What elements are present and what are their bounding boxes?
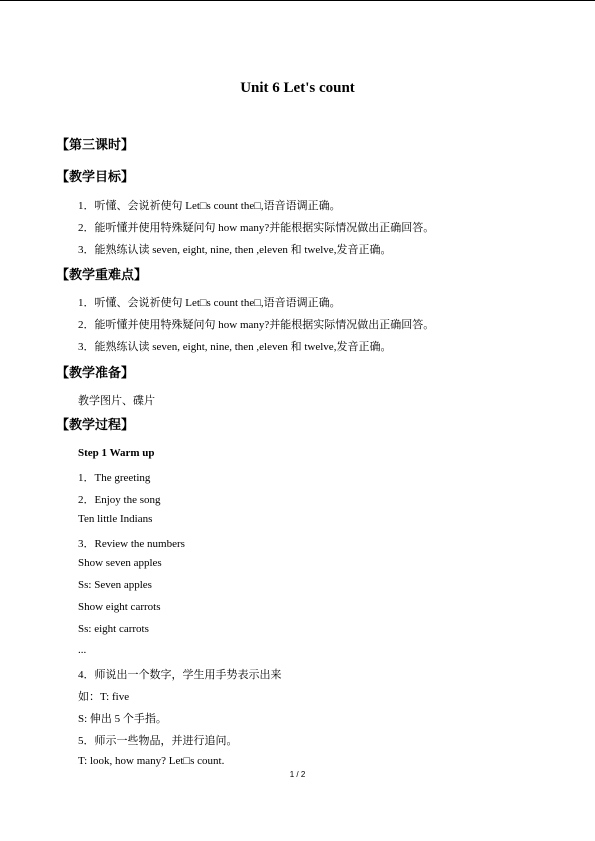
key-points-heading: 【教学重难点】 [56,268,148,283]
process-line: S: 伸出 5 个手指。 [78,713,167,725]
process-heading: 【教学过程】 [56,418,135,433]
process-line: 4．师说出一个数字，学生用手势表示出来 [78,669,282,681]
process-line: 5．师示一些物品，并进行追问。 [78,735,238,747]
process-line: 1．The greeting [78,472,151,484]
top-border [0,0,595,1]
key-point-item: 1．听懂、会说祈使句 Let□s count the□,语音语调正确。 [78,297,341,309]
preparation-heading: 【教学准备】 [56,366,135,381]
process-line: Show seven apples [78,557,162,569]
process-line: 3．Review the numbers [78,538,185,550]
page-number: 1 / 2 [289,770,306,779]
period-heading: 【第三课时】 [56,138,135,153]
process-line: Show eight carrots [78,601,161,613]
process-line: Ss: eight carrots [78,623,149,635]
process-line: ... [78,644,87,656]
step-title: Step 1 Warm up [78,447,155,459]
key-point-item: 3．能熟练认读 seven, eight, nine, then ,eleven 和 twelve,发音正确。 [78,341,392,353]
page-title: Unit 6 Let's count [240,80,355,96]
process-line: 2．Enjoy the song [78,494,161,506]
key-point-item: 2．能听懂并使用特殊疑问句 how many?并能根据实际情况做出正确回答。 [78,319,435,331]
goal-item: 3．能熟练认读 seven, eight, nine, then ,eleven 和 twelve,发音正确。 [78,244,392,256]
goal-item: 1．听懂、会说祈使句 Let□s count the□,语音语调正确。 [78,200,341,212]
process-line: T: look, how many? Let□s count. [78,755,225,767]
goal-item: 2．能听懂并使用特殊疑问句 how many?并能根据实际情况做出正确回答。 [78,222,435,234]
preparation-text: 教学图片、碟片 [78,395,155,407]
goals-heading: 【教学目标】 [56,170,135,185]
process-line: 如：T: five [78,691,130,703]
process-line: Ss: Seven apples [78,579,152,591]
process-line: Ten little Indians [78,513,153,525]
